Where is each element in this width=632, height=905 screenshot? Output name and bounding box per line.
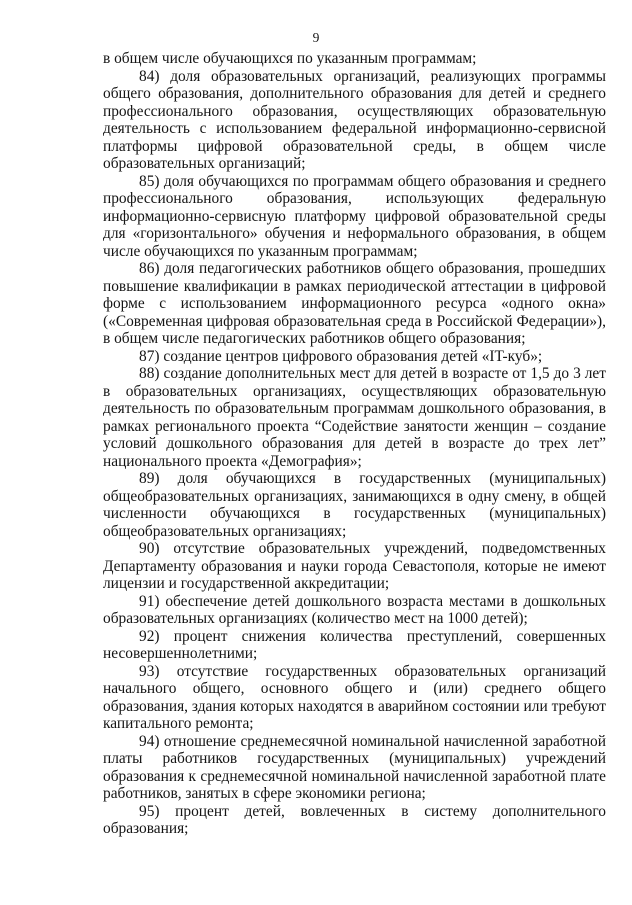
paragraph-item-94: 94) отношение среднемесячной номинальной начисленной заработной платы работников государственных (муниципальных) учреждений образования к среднемесячной номинальной начисленной заработной плате работников, занятых в сфере экономики региона; [103,732,606,802]
paragraph-continuation: в общем числе обучающихся по указанным программам; [103,50,477,67]
paragraph-item-88: 88) создание дополнительных мест для детей в возрасте от 1,5 до 3 лет в образовательных организациях, осуществляющих образовательную деятельность по образовательным программам дошкольного образования, в рамках регионального проекта “Содействие занятости женщин – создание условий дошкольного образования для детей в возрасте до трех лет” национального проекта «Демография»; [103,365,606,470]
page-number: 9 [312,30,320,45]
document-body [103,50,606,838]
paragraph-item-91: 91) обеспечение детей дошкольного возраста местами в дошкольных образовательных организациях (количество мест на 1000 детей); [103,592,606,627]
paragraph-item-90: 90) отсутствие образовательных учреждений, подведомственных Департаменту образования и науки города Севастополя, которые не имеют лицензии и государственной аккредитации; [103,540,606,592]
paragraph-item-95: 95) процент детей, вовлеченных в систему дополнительного образования; [103,802,606,837]
paragraph-item-84: 84) доля образовательных организаций, реализующих программы общего образования, дополнительного образования для детей и среднего профессионального образования, осуществляющих образовательную деятельность с использованием федеральной информационно-сервисной платформы цифровой образовательной среды, в общем числе образовательных организаций; [103,67,606,172]
paragraph-item-86: 86) доля педагогических работников общего образования, прошедших повышение квалификации в рамках периодической аттестации в цифровой форме с использованием информационного ресурса «одного окна» («Современная цифровая образовательная среда в Российской Федерации»), в общем числе педагогических работников общего образования; [103,260,606,347]
paragraph-item-89: 89) доля обучающихся в государственных (муниципальных) общеобразовательных организациях, занимающихся в одну смену, в общей численности обучающихся в государственных (муниципальных) общеобразовательных организациях; [103,470,606,540]
paragraph-item-85: 85) доля обучающихся по программам общего образования и среднего профессионального образования, использующих федеральную информационно-сервисную платформу цифровой образовательной среды для «горизонтального» обучения и неформального образования, в общем числе обучающихся по указанным программам; [103,172,606,260]
paragraph-item-87: 87) создание центров цифрового образования детей «IT-куб»; [139,347,543,365]
paragraph-item-93: 93) отсутствие государственных образовательных организаций начального общего, основного общего и (или) среднего общего образования, здания которых находятся в аварийном состоянии или требуют капитального ремонта; [103,662,606,732]
paragraph-item-92: 92) процент снижения количества преступлений, совершенных несовершеннолетними; [103,627,606,662]
